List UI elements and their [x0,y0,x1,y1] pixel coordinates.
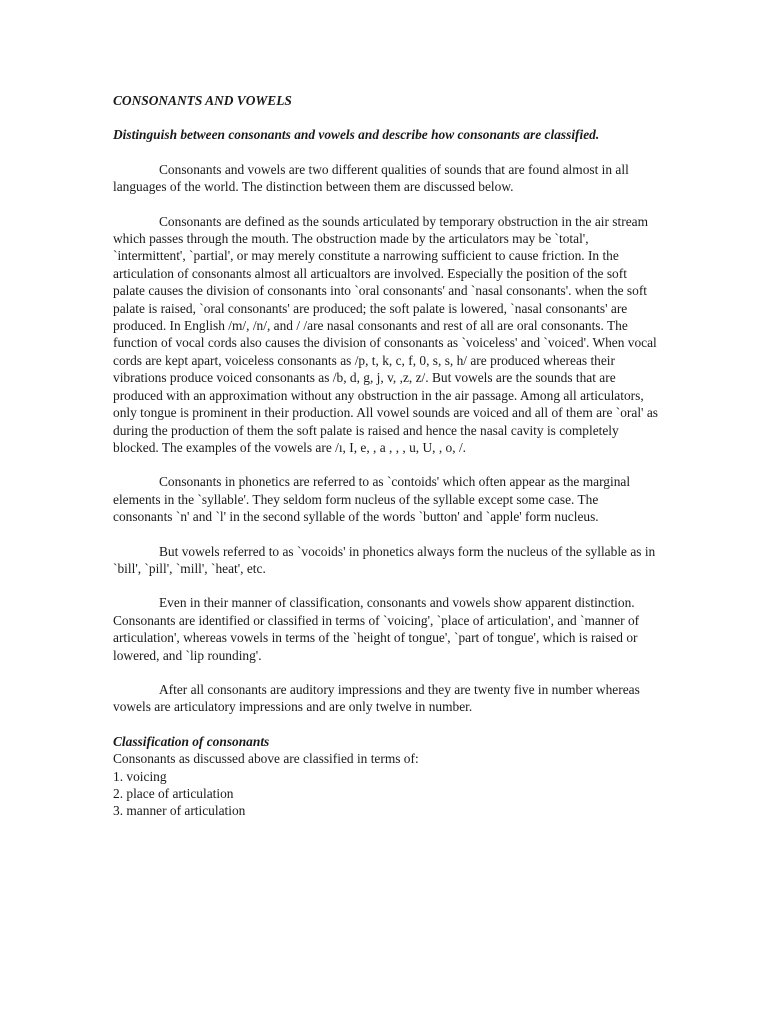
question-heading: Distinguish between consonants and vowels and describe how consonants are classified. [113,127,600,143]
paragraph-classification-distinction: Even in their manner of classification, consonants and vowels show apparent distinction. Consonants are identified or classified in terms of `voicing', `place of articulation', and `manner of articulation', whereas vowels in terms of the `height of tongue', `part of tongue', which is raised or lowered, and `lip rounding'. [113,595,640,663]
list-item: 1. voicing [113,768,167,784]
document-title: CONSONANTS AND VOWELS [113,93,292,108]
paragraph-vocoids: But vowels referred to as `vocoids' in phonetics always form the nucleus of the syllable as in `bill', `pill', `mill', `heat', etc. [113,543,656,576]
section-intro: Consonants as discussed above are classified in terms of: [113,751,419,767]
paragraph-contoids: Consonants in phonetics are referred to as `contoids' which often appear as the marginal elements in the `syllable'. They seldom form nucleus of the syllable except some case. The consonants `n' and `l' in the second syllable of the words `button' and `apple' form nucleus. [113,474,631,525]
classification-list [113,768,660,820]
list-item: 3. manner of articulation [113,803,246,819]
paragraph-consonants-definition: Consonants are defined as the sounds articulated by temporary obstruction in the air stream which passes through the mouth. The obstruction made by the articulators may be `total', `intermittent', `partial', or may merely constitute a narrowing sufficient to cause friction. In the articulation of consonants almost all articualtors are involved. Especially the position of the soft palate causes the division of consonants into `oral consonants' and `nasal consonants'. when the soft palate is raised, `oral consonants' are produced; the soft palate is lowered, `nasal consonants' are produced. In English /m/, /n/, and / /are nasal consonants and rest of all are oral consonants. The function of vocal cords also causes the division of consonants as `voiceless' and `voiced'. When vocal cords are kept apart, voiceless consonants as /p, t, k, c, f, 0, s, s, h/ are produced whereas their vibrations produce voiced consonants as /b, d, g, j, v, ,z, z/. But vowels are the sounds that are produced with an approximation without any obstruction in the air passage. Among all articulators, only tongue is prominent in their production. All vowel sounds are voiced and all of them are `oral' as during the production of them the soft palate is raised and hence the nasal cavity is completely blocked. The examples of the vowels are /ı, I, e, , a , , , u, U, , o, /. [113,213,658,455]
list-item: 2. place of articulation [113,786,234,801]
paragraph-impressions: After all consonants are auditory impressions and they are twenty five in number whereas vowels are articulatory impressions and are only twelve in number. [113,681,640,715]
section-heading: Classification of consonants [113,733,270,749]
paragraph-intro: Consonants and vowels are two different qualities of sounds that are found almost in all languages of the world. The distinction between them are discussed below. [113,161,629,195]
